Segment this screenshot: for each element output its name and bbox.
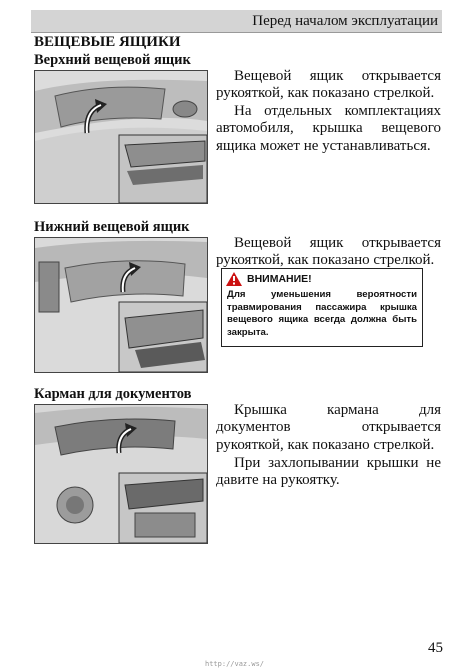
main-title: ВЕЩЕВЫЕ ЯЩИКИ (34, 34, 181, 50)
page-number: 45 (428, 640, 443, 656)
figure-document-pocket (34, 404, 208, 544)
warning-title: ВНИМАНИЕ! (247, 273, 312, 285)
section-heading-upper-glovebox: Верхний вещевой ящик (34, 52, 191, 68)
warning-triangle-icon (226, 272, 242, 286)
section-heading-document-pocket: Карман для документов (34, 386, 192, 402)
footer-url[interactable]: http://vaz.ws/ (205, 660, 265, 668)
page-header (31, 10, 442, 33)
figure-lower-glovebox (34, 237, 208, 373)
header-title: Перед началом эксплуатации (252, 13, 438, 29)
paragraph: Вещевой ящик открывается рукояткой, как показано стрелкой. (216, 235, 441, 269)
section-heading-lower-glovebox: Нижний вещевой ящик (34, 219, 190, 235)
paragraph: Вещевой ящик открывается рукояткой, как показано стрелкой. (216, 68, 441, 102)
figure-upper-glovebox (34, 70, 208, 204)
warning-text: Для уменьшения вероятности травмирования пассажира крышка вещевого ящика всегда должна быть закрыта. (227, 289, 417, 338)
warning-box (221, 268, 423, 347)
paragraph: На отдельных комплектациях автомобиля, крышка вещевого ящика может не устанавливаться. (216, 103, 441, 154)
paragraph: При захлопывании крышки не давите на рукоятку. (216, 455, 441, 489)
paragraph: Крышка кармана для документов открывается рукояткой, как показано стрелкой. (216, 402, 441, 453)
